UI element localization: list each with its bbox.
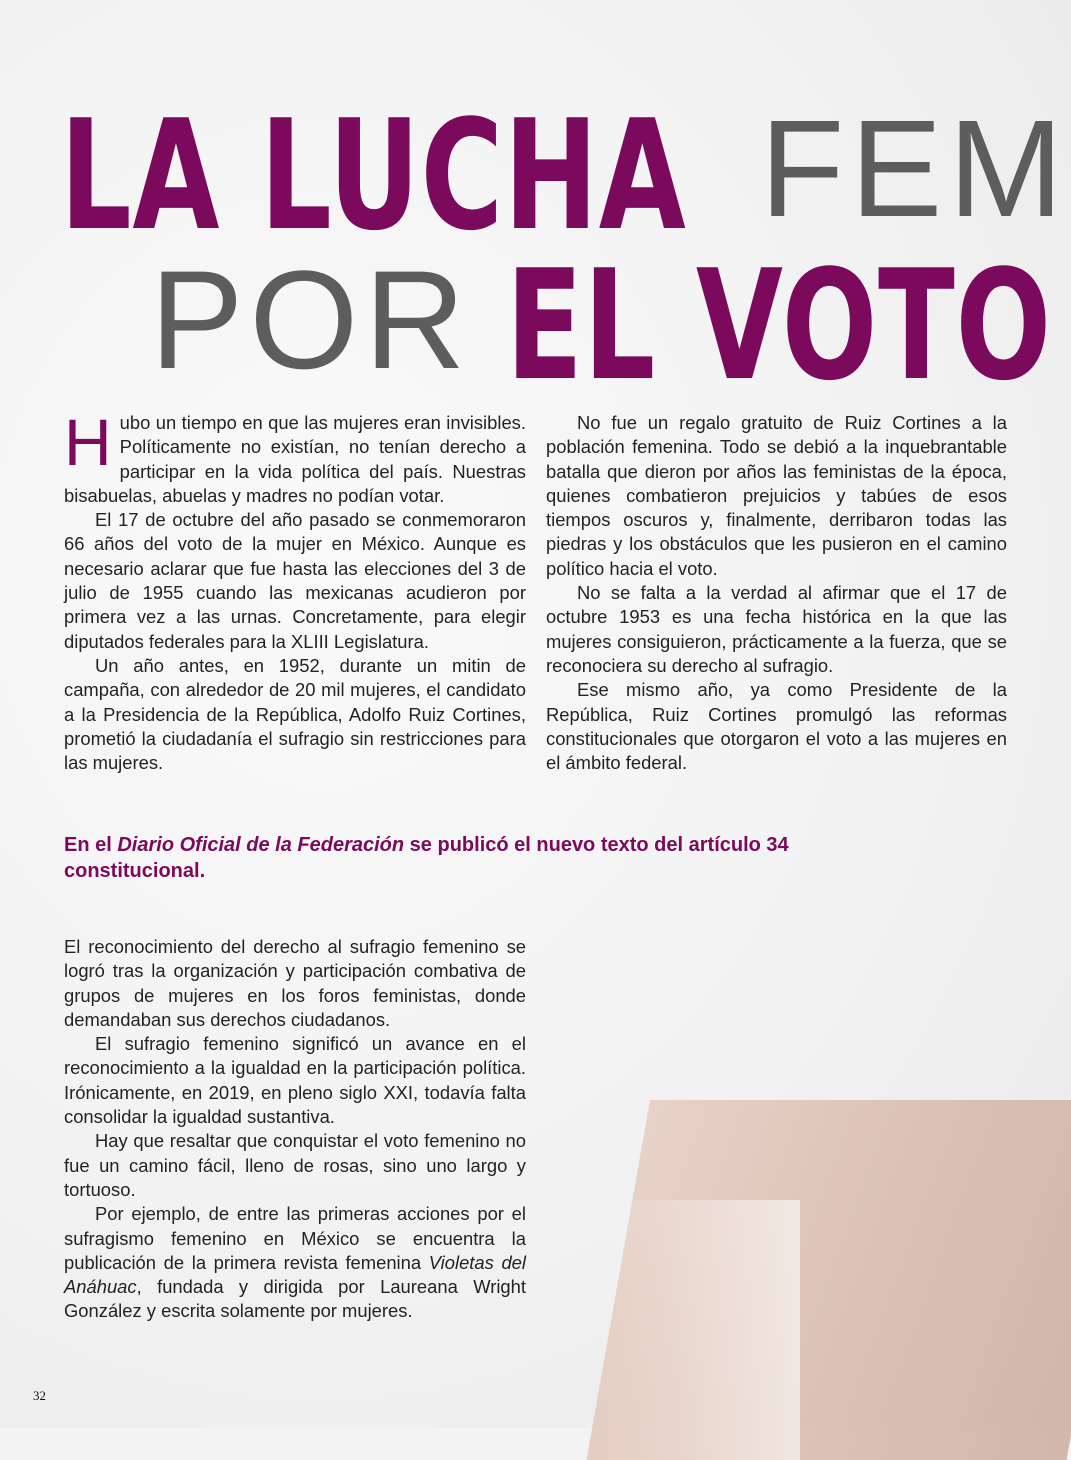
article-column-3 <box>64 935 526 1324</box>
article-column-2 <box>546 411 1007 775</box>
paragraph-text: Por ejemplo, de entre las primeras acciones por el sufragismo femenino en México se encuentra la publicación de la primera revista femenina <box>64 1203 526 1273</box>
headline-line-2 <box>150 237 1052 414</box>
paragraph <box>64 1202 526 1323</box>
paragraph: Ese mismo año, ya como Presidente de la República, Ruiz Cortines promulgó las reformas constitucionales que otorgaron el voto a las mujeres en el ámbito federal. <box>546 679 1007 774</box>
drop-cap: H <box>64 405 112 479</box>
pull-quote <box>64 832 804 884</box>
headline-light-2: POR <box>150 241 472 398</box>
paragraph-text: , fundada y dirigida por Laureana Wright González y escrita solamente por mujeres. <box>64 1276 526 1322</box>
photo-fade <box>600 1200 800 1460</box>
pull-quote-prefix: En el <box>64 834 118 856</box>
paragraph-text: ubo un tiempo en que las mujeres eran invisibles. Políticamente no existían, no tenían derecho a participar en la vida política del país. Nuestras bisabuelas, abuelas y madres no podían votar. <box>64 412 526 506</box>
paragraph: No fue un regalo gratuito de Ruiz Cortines a la población femenina. Todo se debió a la inquebrantable batalla que dieron por años las feministas de la época, quienes combatieron prejuicios y tabúes de esos tiempos oscuros y, finalmente, derribaron todas las piedras y los obstáculos que les pusieron en el camino político hacia el voto. <box>546 412 1007 579</box>
paragraph: El reconocimiento del derecho al sufragio femenino se logró tras la organización y participación combativa de grupos de mujeres en los foros feministas, donde demandaban sus derechos ciudadanos. <box>64 936 526 1030</box>
paragraph: Un año antes, en 1952, durante un mitin de campaña, con alrededor de 20 mil mujeres, el candidato a la Presidencia de la República, Adolfo Ruiz Cortines, prometió la ciudadanía el sufragio sin restricciones para las mujeres. <box>64 654 526 774</box>
magazine-title: Violetas del Anáhuac <box>64 1251 527 1298</box>
headline-bold-1: LA LUCHA <box>60 87 687 264</box>
paragraph: El sufragio femenino significó un avance en el reconocimiento a la igualdad en la participación política. Irónicamente, en 2019, en pleno siglo XXI, todavía falta consolidar la igualdad sustantiva. <box>64 1033 526 1128</box>
article-column-1 <box>64 405 526 775</box>
headline-line-1 <box>60 87 1070 264</box>
paragraph: Hay que resaltar que conquistar el voto femenino no fue un camino fácil, lleno de rosas, sino uno largo y tortuoso. <box>64 1130 526 1200</box>
paragraph: El 17 de octubre del año pasado se conmemoraron 66 años del voto de la mujer en México. Aunque es necesario aclarar que fue hasta las elecciones del 3 de julio de 1955 cuando las mexicanas acudieron por primera vez a las urnas. Concretamente, para elegir diputados federales para la XLIII Legislatura. <box>64 509 526 652</box>
pull-quote-suffix: se publicó el nuevo texto del artículo 34 constitucional. <box>64 834 789 882</box>
page-number: 32 <box>33 1388 46 1403</box>
pull-quote-publication: Diario Oficial de la Federación <box>117 834 405 856</box>
paragraph: No se falta a la verdad al afirmar que el 17 de octubre 1953 es una fecha histórica en la que las mujeres consiguieron, prácticamente a la fuerza, que se reconociera su derecho al sufragio. <box>546 582 1007 676</box>
headline-bold-2: EL VOTO <box>506 237 1052 414</box>
headline-light-1: FEM <box>760 92 1070 246</box>
paragraph <box>64 405 526 508</box>
